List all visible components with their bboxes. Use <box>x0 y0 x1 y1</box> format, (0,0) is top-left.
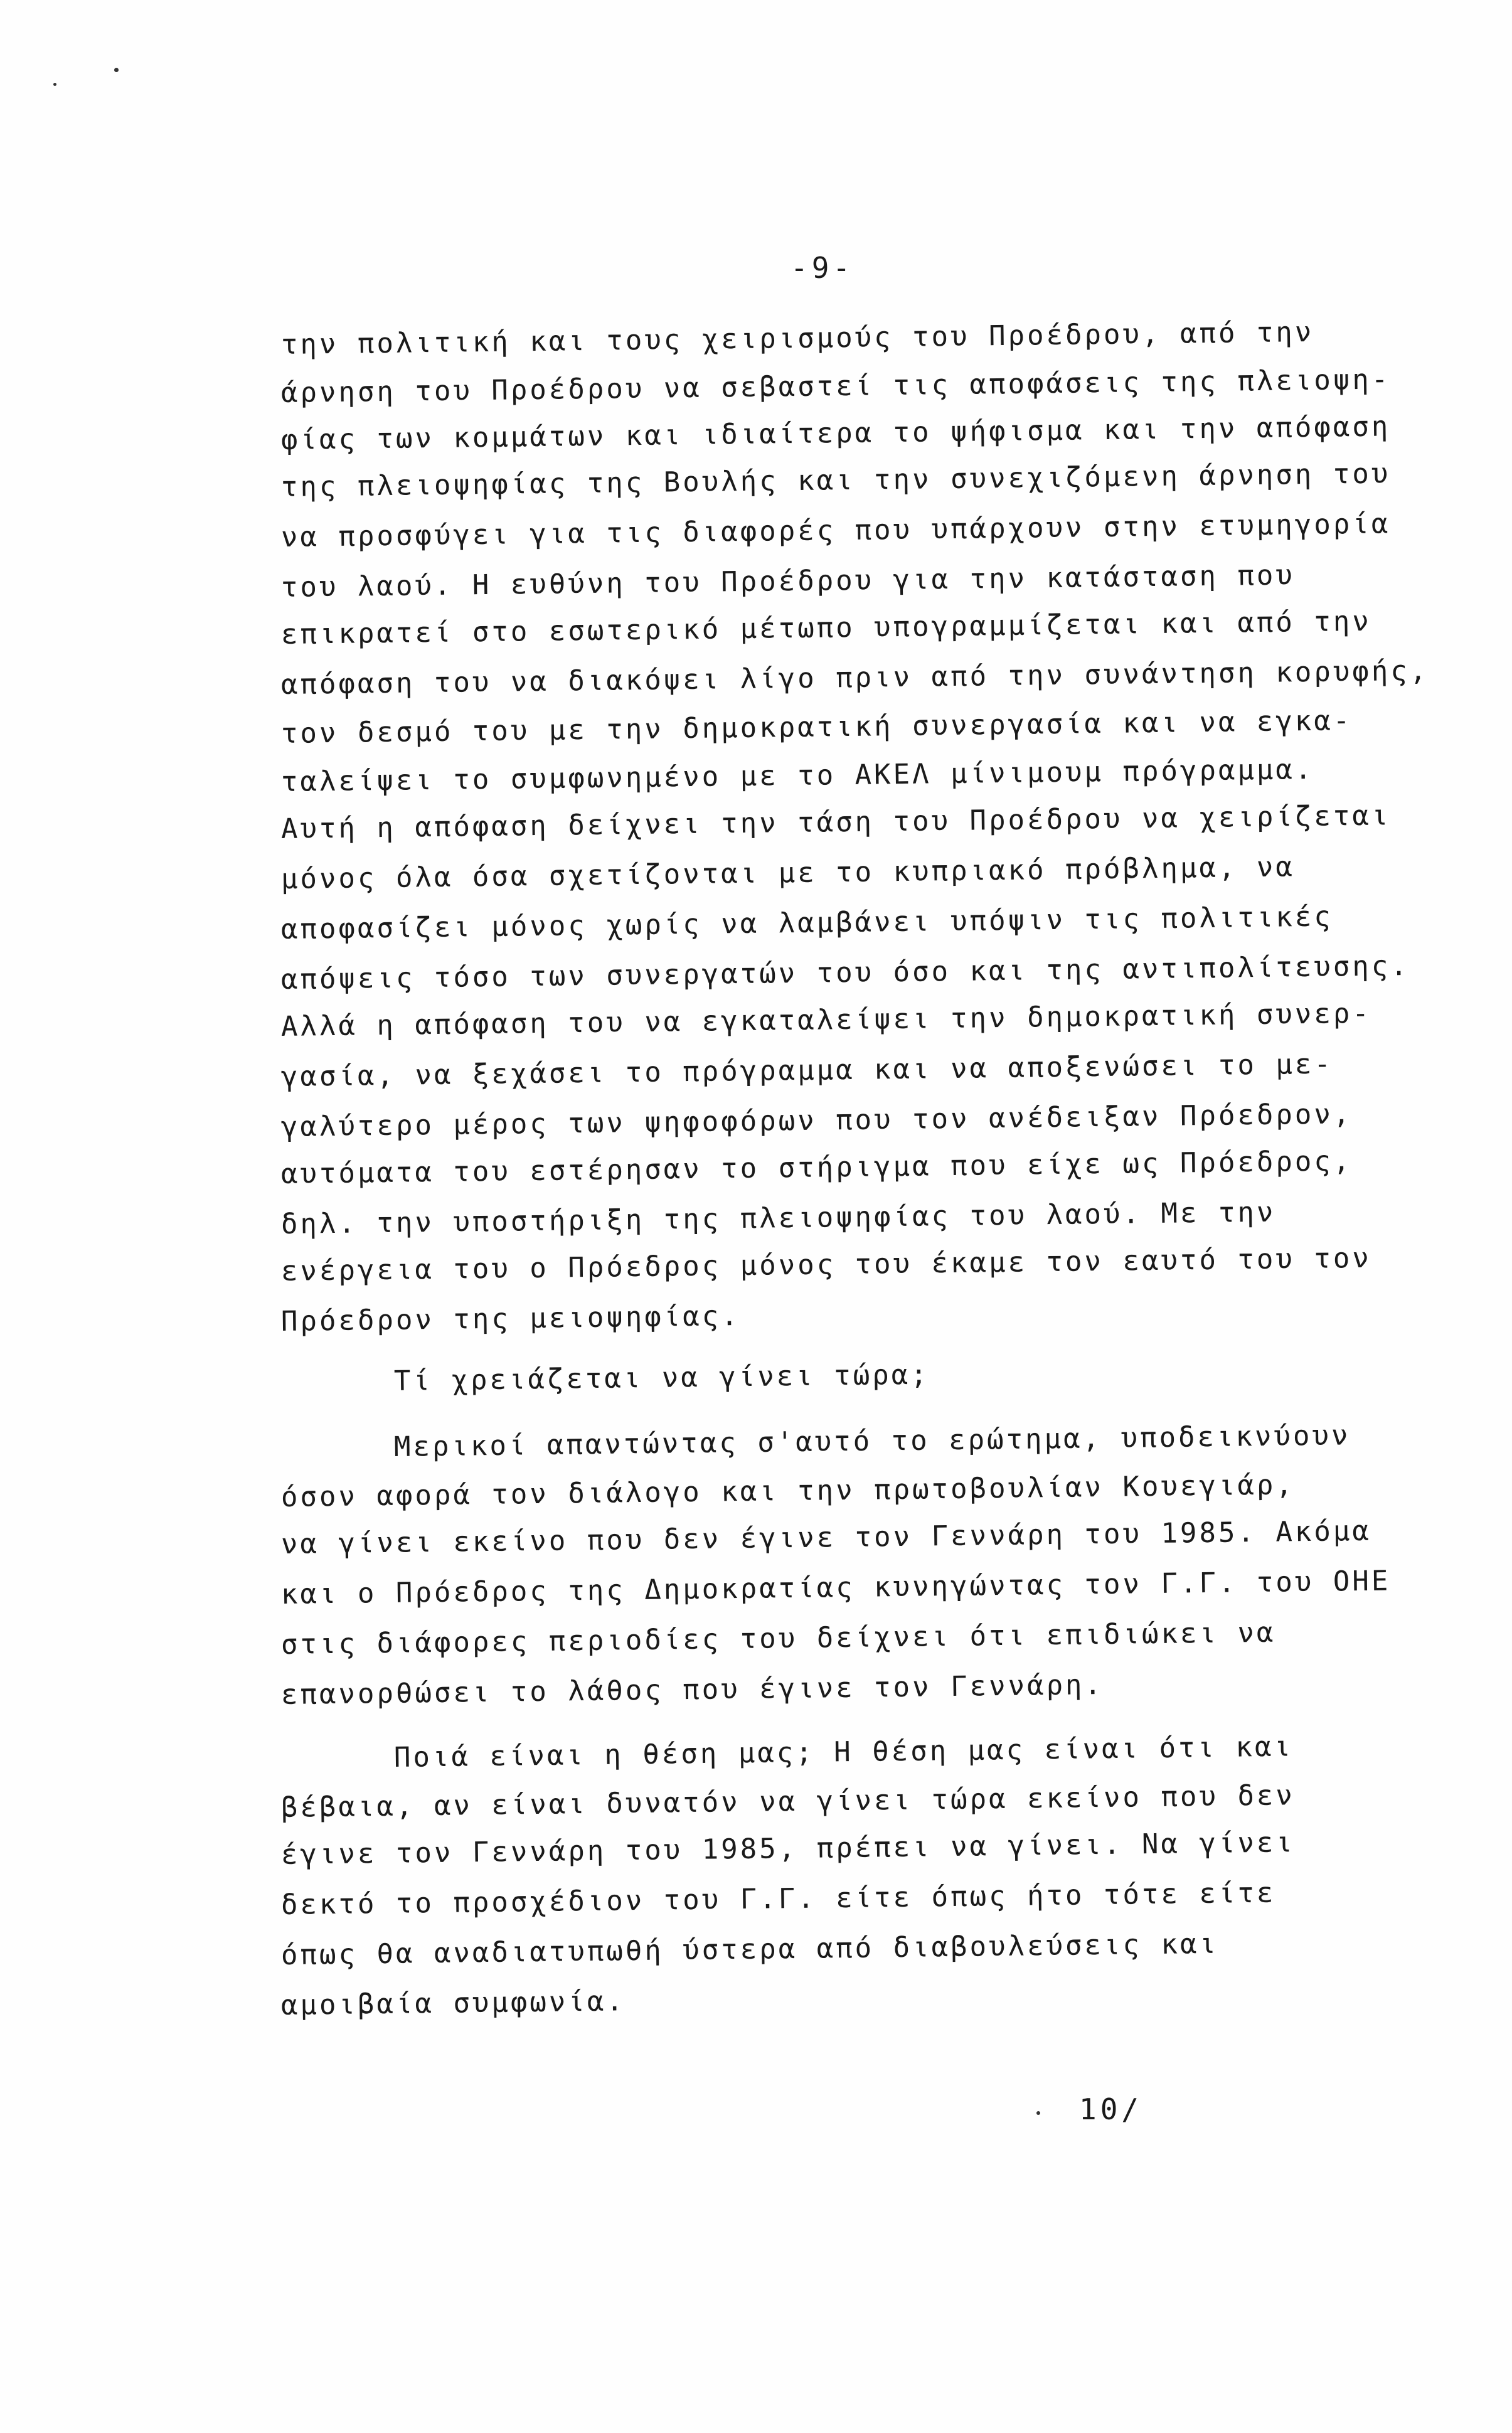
text-line: απόψεις τόσο των συνεργατών του όσο και της αντιπολίτευσης. <box>280 950 1410 996</box>
scan-speck <box>1036 2111 1040 2115</box>
text-line: δεκτό το προσχέδιον του Γ.Γ. είτε όπως ήτο τότε είτε <box>280 1877 1276 1921</box>
text-line: Αλλά η απόφαση του να εγκαταλείψει την δημοκρατική συνερ- <box>280 997 1372 1043</box>
text-line: ταλείψει το συμφωνημένο με το ΑΚΕΛ μίνιμουμ πρόγραμμα. <box>280 753 1314 798</box>
text-line: αμοιβαία συμφωνία. <box>280 1985 626 2021</box>
text-line: να προσφύγει για τις διαφορές που υπάρχουν στην ετυμηγορία <box>280 508 1391 553</box>
text-line: μόνος όλα όσα σχετίζονται με το κυπριακό πρόβλημα, να <box>280 851 1296 895</box>
text-line: βέβαια, αν είναι δυνατόν να γίνει τώρα εκείνο που δεν <box>280 1779 1296 1824</box>
text-line: να γίνει εκείνο που δεν έγινε τον Γεννάρη του 1985. Ακόμα <box>280 1515 1372 1560</box>
text-line: Τί χρειάζεται να γίνει τώρα; <box>393 1358 930 1397</box>
continuation-marker: 10/ <box>1079 2092 1143 2126</box>
text-line: της πλειοψηφίας της Βουλής και την συνεχιζόμενη άρνηση του <box>280 457 1391 503</box>
text-line: Ποιά είναι η θέση μας; Η θέση μας είναι ότι και <box>393 1730 1294 1774</box>
text-line: τον δεσμό του με την δημοκρατική συνεργασία και να εγκα- <box>280 705 1353 750</box>
text-line: αποφασίζει μόνος χωρίς να λαμβάνει υπόψιν τις πολιτικές <box>280 900 1334 945</box>
text-line: Πρόεδρον της μειοψηφίας. <box>280 1300 741 1338</box>
text-line: του λαού. Η ευθύνη του Προέδρου για την κατάσταση που <box>280 559 1296 604</box>
text-line: έγινε τον Γεννάρη του 1985, πρέπει να γίνει. Να γίνει <box>280 1826 1296 1871</box>
text-line: άρνηση του Προέδρου να σεβαστεί τις αποφάσεις της πλειοψη- <box>280 363 1391 409</box>
text-line: ενέργεια του ο Πρόεδρος μόνος του έκαμε τον εαυτό του τον <box>280 1242 1372 1287</box>
text-line: φίας των κομμάτων και ιδιαίτερα το ψήφισμα και την απόφαση <box>280 410 1391 456</box>
text-line: την πολιτική και τους χειρισμούς του Προέδρου, από την <box>280 316 1314 361</box>
text-line: στις διάφορες περιοδίες του δείχνει ότι επιδιώκει να <box>280 1616 1276 1661</box>
text-line: γασία, να ξεχάσει το πρόγραμμα και να αποξενώσει το με- <box>280 1048 1334 1093</box>
text-line: επανορθώσει το λάθος που έγινε τον Γεννάρη. <box>280 1668 1104 1711</box>
text-line: επικρατεί στο εσωτερικό μέτωπο υπογραμμίζεται και από την <box>280 605 1372 651</box>
text-line: αυτόματα του εστέρησαν το στήριγμα που είχε ως Πρόεδρος, <box>280 1145 1353 1190</box>
scan-speck <box>53 83 56 86</box>
text-line: όπως θα αναδιατυπωθή ύστερα από διαβουλεύσεις και <box>280 1927 1219 1971</box>
page-number: -9- <box>791 251 854 285</box>
text-line: Αυτή η απόφαση δείχνει την τάση του Προέδρου να χειρίζεται <box>280 799 1391 845</box>
text-line: δηλ. την υποστήριξη της πλειοψηφίας του λαού. Με την <box>280 1196 1276 1240</box>
text-line: Μερικοί απαντώντας σ'αυτό το ερώτημα, υποδεικνύουν <box>393 1419 1351 1463</box>
scan-speck <box>114 68 119 72</box>
text-line: γαλύτερο μέρος των ψηφοφόρων που τον ανέδειξαν Πρόεδρον, <box>280 1098 1353 1143</box>
text-line: και ο Πρόεδρος της Δημοκρατίας κυνηγώντας τον Γ.Γ. του ΟΗΕ <box>280 1565 1391 1610</box>
text-line: απόφαση του να διακόψει λίγο πριν από την συνάντηση κορυφής, <box>280 654 1429 701</box>
text-line: όσον αφορά τον διάλογο και την πρωτοβουλίαν Κουεγιάρ, <box>280 1469 1296 1513</box>
